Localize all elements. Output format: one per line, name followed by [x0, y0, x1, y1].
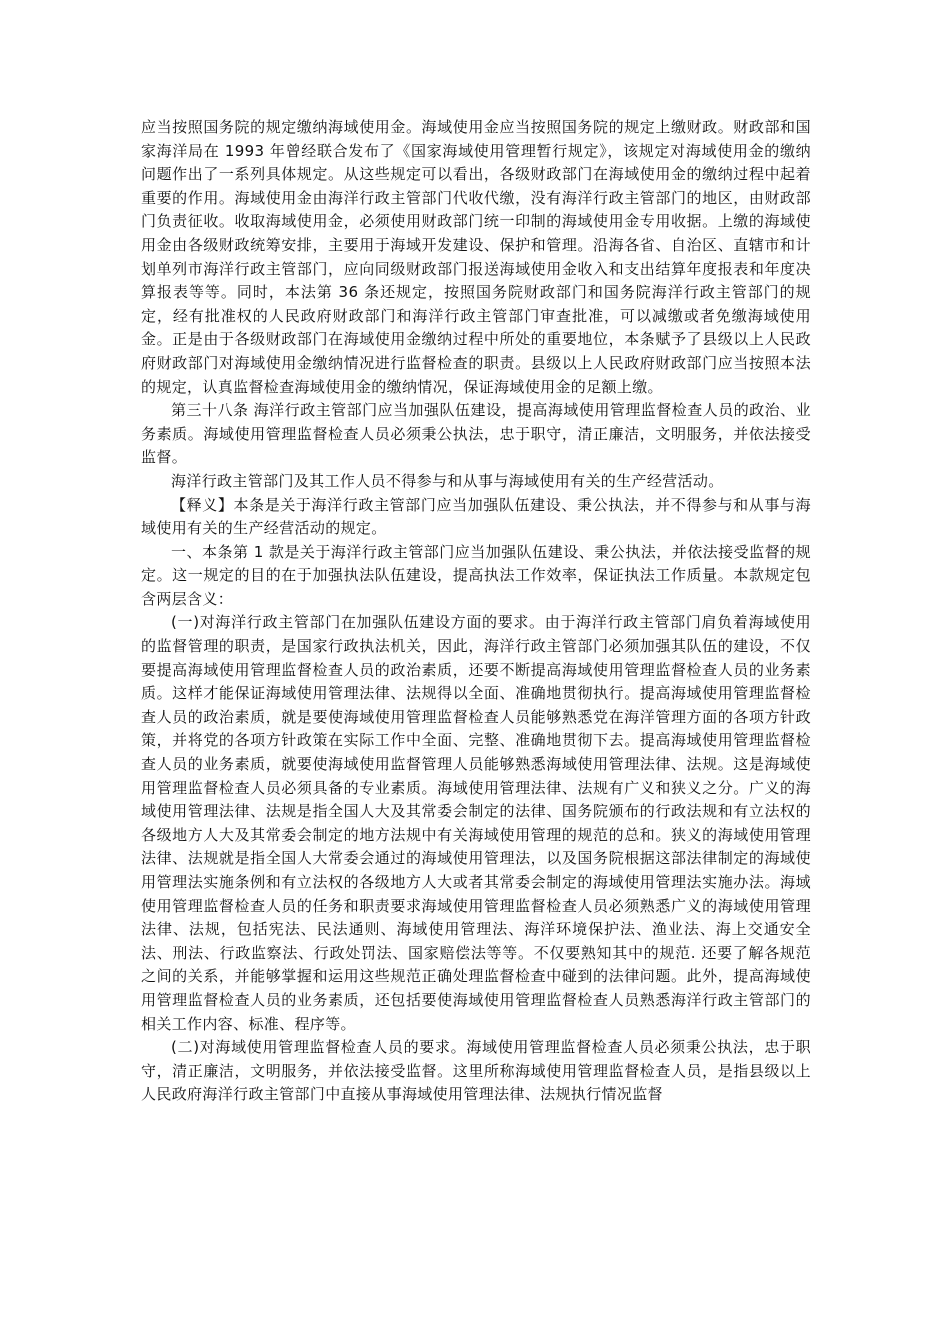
- paragraph-subsection-two: (二)对海域使用管理监督检查人员的要求。海域使用管理监督检查人员必须秉公执法，忠于职守，清正廉洁，文明服务，并依法接受监督。这里所称海域使用管理监督检查人员，是指县级以上人民政府海洋行政主管部门中直接从事海域使用管理法律、法规执行情况监督: [141, 1038, 811, 1104]
- paragraph-sea-area-fee-continued: 应当按照国务院的规定缴纳海域使用金。海域使用金应当按照国务院的规定上缴财政。财政部和国家海洋局在 1993 年曾经联合发布了《国家海域使用管理暂行规定》，该规定对海域使用金的缴纳问题作出了一系列具体规定。从这些规定可以看出，各级财政部门在海域使用金的缴纳过程中起着重要的作用。海域使用金由海洋行政主管部门代收代缴，没有海洋行政主管部门的地区，由财政部门负责征收。收取海域使用金，必须使用财政部门统一印制的海域使用金专用收据。上缴的海域使用金由各级财政统筹安排，主要用于海域开发建设、保护和管理。沿海各省、自治区、直辖市和计划单列市海洋行政主管部门，应向同级财政部门报送海域使用金收入和支出结算年度报表和年度决算报表等等。同时，本法第 36 条还规定，按照国务院财政部门和国务院海洋行政主管部门的规定，经有批准权的人民政府财政部门和海洋行政主管部门审查批准，可以减缴或者免缴海域使用金。正是由于各级财政部门在海域使用金缴纳过程中所处的重要地位，本条赋予了县级以上人民政府财政部门对海域使用金缴纳情况进行监督检查的职责。县级以上人民政府财政部门应当按照本法的规定，认真监督检查海域使用金的缴纳情况，保证海域使用金的足额上缴。: [141, 118, 811, 396]
- document-body: [141, 116, 811, 1107]
- paragraph-article-38-clause-2: 海洋行政主管部门及其工作人员不得参与和从事与海域使用有关的生产经营活动。: [171, 471, 724, 490]
- paragraph-subsection-one: (一)对海洋行政主管部门在加强队伍建设方面的要求。由于海洋行政主管部门肩负着海域使用的监督管理的职责，是国家行政执法机关，因此，海洋行政主管部门必须加强其队伍的建设，不仅要提高海域使用管理监督检查人员的政治素质，还要不断提高海域使用管理监督检查人员的业务素质。这样才能保证海域使用管理法律、法规得以全面、准确地贯彻执行。提高海域使用管理监督检查人员的政治素质，就是要使海域使用管理监督检查人员能够熟悉党在海洋管理方面的各项方针政策，并将党的各项方针政策在实际工作中全面、完整、准确地贯彻下去。提高海域使用管理监督检查人员的业务素质，就要使海域使用监督管理人员能够熟悉海域使用管理法律、法规。这是海域使用管理监督检查人员必须具备的专业素质。海域使用管理法律、法规有广义和狭义之分。广义的海域使用管理法律、法规是指全国人大及其常委会制定的法律、国务院颁布的行政法规和有立法权的各级地方人大及其常委会制定的地方法规中有关海域使用管理的规范的总和。狭义的海域使用管理法律、法规就是指全国人大常委会通过的海域使用管理法，以及国务院根据这部法律制定的海域使用管理法实施条例和有立法权的各级地方人大或者其常委会制定的海域使用管理法实施办法。海域使用管理监督检查人员的任务和职责要求海域使用管理监督检查人员必须熟悉广义的海域使用管理法律、法规，包括宪法、民法通则、海域使用管理法、海洋环境保护法、渔业法、海上交通安全法、刑法、行政监察法、行政处罚法、国家赔偿法等等。不仅要熟知其中的规范. 还要了解各规范之间的关系，并能够掌握和运用这些规范正确处理监督检查中碰到的法律问题。此外，提高海域使用管理监督检查人员的业务素质，还包括要使海域使用管理监督检查人员熟悉海洋行政主管部门的相关工作内容、标准、程序等。: [141, 613, 811, 1033]
- paragraph-article-38: 第三十八条 海洋行政主管部门应当加强队伍建设，提高海域使用管理监督检查人员的政治、业务素质。海域使用管理监督检查人员必须秉公执法，忠于职守，清正廉洁，文明服务，并依法接受监督。: [141, 401, 811, 467]
- paragraph-section-one: 一、本条第 1 款是关于海洋行政主管部门应当加强队伍建设、秉公执法，并依法接受监督的规定。这一规定的目的在于加强执法队伍建设，提高执法工作效率，保证执法工作质量。本款规定包含两层含义：: [141, 542, 811, 608]
- paragraph-interpretation: 【释义】本条是关于海洋行政主管部门应当加强队伍建设、秉公执法，并不得参与和从事与海域使用有关的生产经营活动的规定。: [141, 495, 811, 538]
